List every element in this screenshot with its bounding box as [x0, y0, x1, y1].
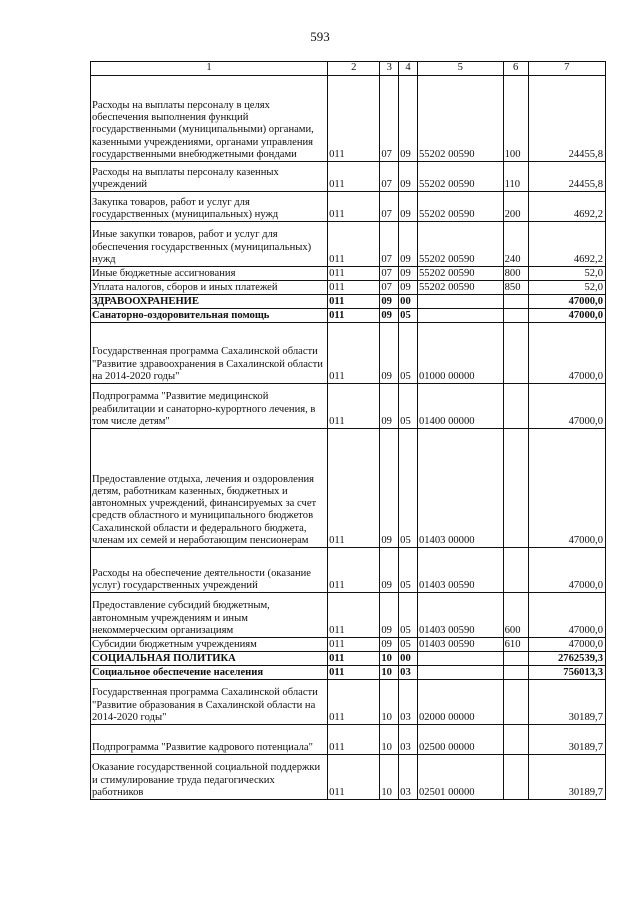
row-name-cell: Подпрограмма "Развитие кадрового потенциала"	[91, 725, 328, 755]
table-row	[91, 548, 606, 593]
row-target-cell: 55202 00590	[417, 222, 503, 267]
table-row	[91, 593, 606, 638]
row-type-cell: 800	[503, 267, 528, 281]
row-section-cell: 09	[380, 593, 399, 638]
row-type-cell	[503, 429, 528, 548]
row-type-cell	[503, 548, 528, 593]
row-target-cell: 01403 00000	[417, 429, 503, 548]
row-name-cell: Закупка товаров, работ и услуг для государственных (муниципальных) нужд	[91, 192, 328, 222]
row-type-cell	[503, 666, 528, 680]
header-cell: 7	[528, 62, 605, 76]
row-name-cell: Иные закупки товаров, работ и услуг для обеспечения государственных (муниципальных) нужд	[91, 222, 328, 267]
row-name-cell: Социальное обеспечение населения	[91, 666, 328, 680]
row-type-cell	[503, 384, 528, 429]
row-code-cell: 011	[328, 323, 380, 384]
row-name-cell: Иные бюджетные ассигнования	[91, 267, 328, 281]
table-row	[91, 652, 606, 666]
header-row	[91, 62, 606, 76]
row-amount-cell: 30189,7	[528, 755, 605, 800]
row-section-cell: 07	[380, 281, 399, 295]
row-name-cell: ЗДРАВООХРАНЕНИЕ	[91, 295, 328, 309]
row-amount-cell: 47000,0	[528, 295, 605, 309]
table-row	[91, 267, 606, 281]
row-amount-cell: 47000,0	[528, 309, 605, 323]
row-target-cell: 01403 00590	[417, 548, 503, 593]
row-subsection-cell: 09	[399, 162, 418, 192]
row-code-cell: 011	[328, 384, 380, 429]
row-type-cell	[503, 680, 528, 725]
row-amount-cell: 24455,8	[528, 76, 605, 162]
row-type-cell: 600	[503, 593, 528, 638]
row-amount-cell: 30189,7	[528, 725, 605, 755]
page-number: 593	[310, 29, 330, 44]
row-section-cell: 09	[380, 548, 399, 593]
table-row	[91, 162, 606, 192]
row-subsection-cell: 05	[399, 593, 418, 638]
row-target-cell: 02501 00000	[417, 755, 503, 800]
row-subsection-cell: 09	[399, 76, 418, 162]
row-subsection-cell: 09	[399, 281, 418, 295]
row-amount-cell: 756013,3	[528, 666, 605, 680]
row-subsection-cell: 09	[399, 222, 418, 267]
row-type-cell	[503, 652, 528, 666]
table-row	[91, 192, 606, 222]
row-amount-cell: 4692,2	[528, 192, 605, 222]
header-cell: 5	[417, 62, 503, 76]
row-subsection-cell: 03	[399, 755, 418, 800]
row-amount-cell: 2762539,3	[528, 652, 605, 666]
row-subsection-cell: 05	[399, 384, 418, 429]
row-target-cell: 55202 00590	[417, 192, 503, 222]
row-code-cell: 011	[328, 295, 380, 309]
row-name-cell: СОЦИАЛЬНАЯ ПОЛИТИКА	[91, 652, 328, 666]
row-subsection-cell: 05	[399, 429, 418, 548]
row-name-cell: Расходы на выплаты персоналу казенных учреждений	[91, 162, 328, 192]
row-amount-cell: 47000,0	[528, 323, 605, 384]
row-section-cell: 10	[380, 755, 399, 800]
table-row	[91, 638, 606, 652]
row-section-cell: 10	[380, 725, 399, 755]
row-subsection-cell: 05	[399, 309, 418, 323]
header-cell: 2	[328, 62, 380, 76]
header-cell: 6	[503, 62, 528, 76]
row-section-cell: 07	[380, 162, 399, 192]
row-name-cell: Предоставление отдыха, лечения и оздоровления детям, работникам казенных, бюджетных и автономных учреждений, финансируемых за счет средств областного и муниципального бюджетов Сахалинской области и федерального бюджета, членам их семей и неработающим пенсионерам	[91, 429, 328, 548]
row-subsection-cell: 05	[399, 638, 418, 652]
row-code-cell: 011	[328, 429, 380, 548]
row-type-cell: 610	[503, 638, 528, 652]
row-name-cell: Государственная программа Сахалинской области "Развитие образования в Сахалинской области на 2014-2020 годы"	[91, 680, 328, 725]
row-section-cell: 07	[380, 267, 399, 281]
row-amount-cell: 47000,0	[528, 384, 605, 429]
row-amount-cell: 47000,0	[528, 429, 605, 548]
row-code-cell: 011	[328, 309, 380, 323]
row-code-cell: 011	[328, 76, 380, 162]
table-row	[91, 429, 606, 548]
row-type-cell	[503, 309, 528, 323]
row-section-cell: 09	[380, 384, 399, 429]
row-code-cell: 011	[328, 267, 380, 281]
row-section-cell: 10	[380, 680, 399, 725]
row-type-cell	[503, 295, 528, 309]
row-code-cell: 011	[328, 192, 380, 222]
row-target-cell: 55202 00590	[417, 267, 503, 281]
row-type-cell: 850	[503, 281, 528, 295]
row-section-cell: 09	[380, 309, 399, 323]
row-target-cell	[417, 295, 503, 309]
row-amount-cell: 52,0	[528, 281, 605, 295]
row-section-cell: 10	[380, 666, 399, 680]
row-type-cell	[503, 725, 528, 755]
row-amount-cell: 30189,7	[528, 680, 605, 725]
row-section-cell: 09	[380, 323, 399, 384]
row-name-cell: Санаторно-оздоровительная помощь	[91, 309, 328, 323]
row-amount-cell: 47000,0	[528, 593, 605, 638]
row-amount-cell: 4692,2	[528, 222, 605, 267]
row-amount-cell: 47000,0	[528, 638, 605, 652]
row-code-cell: 011	[328, 680, 380, 725]
table-row	[91, 755, 606, 800]
row-target-cell	[417, 652, 503, 666]
header-cell: 4	[399, 62, 418, 76]
row-code-cell: 011	[328, 281, 380, 295]
table-row	[91, 281, 606, 295]
table-row	[91, 323, 606, 384]
row-name-cell: Уплата налогов, сборов и иных платежей	[91, 281, 328, 295]
row-target-cell: 02500 00000	[417, 725, 503, 755]
row-name-cell: Субсидии бюджетным учреждениям	[91, 638, 328, 652]
header-cell: 3	[380, 62, 399, 76]
row-amount-cell: 24455,8	[528, 162, 605, 192]
row-code-cell: 011	[328, 548, 380, 593]
table-row	[91, 725, 606, 755]
row-subsection-cell: 03	[399, 666, 418, 680]
row-type-cell	[503, 755, 528, 800]
row-target-cell	[417, 309, 503, 323]
row-code-cell: 011	[328, 652, 380, 666]
row-section-cell: 09	[380, 429, 399, 548]
row-name-cell: Подпрограмма "Развитие медицинской реабилитации и санаторно-курортного лечения, в том числе детям"	[91, 384, 328, 429]
row-subsection-cell: 03	[399, 680, 418, 725]
row-name-cell: Оказание государственной социальной поддержки и стимулирование труда педагогических работников	[91, 755, 328, 800]
table-row	[91, 384, 606, 429]
row-name-cell: Расходы на обеспечение деятельности (оказание услуг) государственных учреждений	[91, 548, 328, 593]
row-section-cell: 07	[380, 192, 399, 222]
row-amount-cell: 47000,0	[528, 548, 605, 593]
row-code-cell: 011	[328, 222, 380, 267]
row-type-cell: 110	[503, 162, 528, 192]
row-subsection-cell: 03	[399, 725, 418, 755]
table-row	[91, 295, 606, 309]
row-type-cell: 200	[503, 192, 528, 222]
row-code-cell: 011	[328, 666, 380, 680]
row-code-cell: 011	[328, 725, 380, 755]
row-subsection-cell: 09	[399, 267, 418, 281]
row-target-cell: 55202 00590	[417, 162, 503, 192]
row-subsection-cell: 00	[399, 652, 418, 666]
row-target-cell: 55202 00590	[417, 281, 503, 295]
row-section-cell: 09	[380, 638, 399, 652]
row-amount-cell: 52,0	[528, 267, 605, 281]
row-target-cell	[417, 666, 503, 680]
row-name-cell: Предоставление субсидий бюджетным, автономным учреждениям и иным некоммерческим организациям	[91, 593, 328, 638]
table-row	[91, 222, 606, 267]
row-target-cell: 01403 00590	[417, 638, 503, 652]
row-type-cell: 100	[503, 76, 528, 162]
row-target-cell: 01400 00000	[417, 384, 503, 429]
row-code-cell: 011	[328, 755, 380, 800]
row-target-cell: 01403 00590	[417, 593, 503, 638]
row-section-cell: 10	[380, 652, 399, 666]
table-row	[91, 666, 606, 680]
row-target-cell: 01000 00000	[417, 323, 503, 384]
row-subsection-cell: 05	[399, 548, 418, 593]
row-subsection-cell: 05	[399, 323, 418, 384]
header-cell: 1	[91, 62, 328, 76]
row-target-cell: 55202 00590	[417, 76, 503, 162]
row-type-cell	[503, 323, 528, 384]
row-code-cell: 011	[328, 638, 380, 652]
row-name-cell: Расходы на выплаты персоналу в целях обеспечения выполнения функций государственными (муниципальными) органами, казенными учреждениями, органами управления государственными внебюджетными фондами	[91, 76, 328, 162]
table-row	[91, 76, 606, 162]
row-section-cell: 07	[380, 222, 399, 267]
row-section-cell: 07	[380, 76, 399, 162]
row-subsection-cell: 09	[399, 192, 418, 222]
table-row	[91, 309, 606, 323]
budget-table	[90, 61, 606, 800]
row-subsection-cell: 00	[399, 295, 418, 309]
row-code-cell: 011	[328, 162, 380, 192]
row-name-cell: Государственная программа Сахалинской области "Развитие здравоохранения в Сахалинской области на 2014-2020 годы"	[91, 323, 328, 384]
row-section-cell: 09	[380, 295, 399, 309]
row-type-cell: 240	[503, 222, 528, 267]
table-row	[91, 680, 606, 725]
row-target-cell: 02000 00000	[417, 680, 503, 725]
row-code-cell: 011	[328, 593, 380, 638]
